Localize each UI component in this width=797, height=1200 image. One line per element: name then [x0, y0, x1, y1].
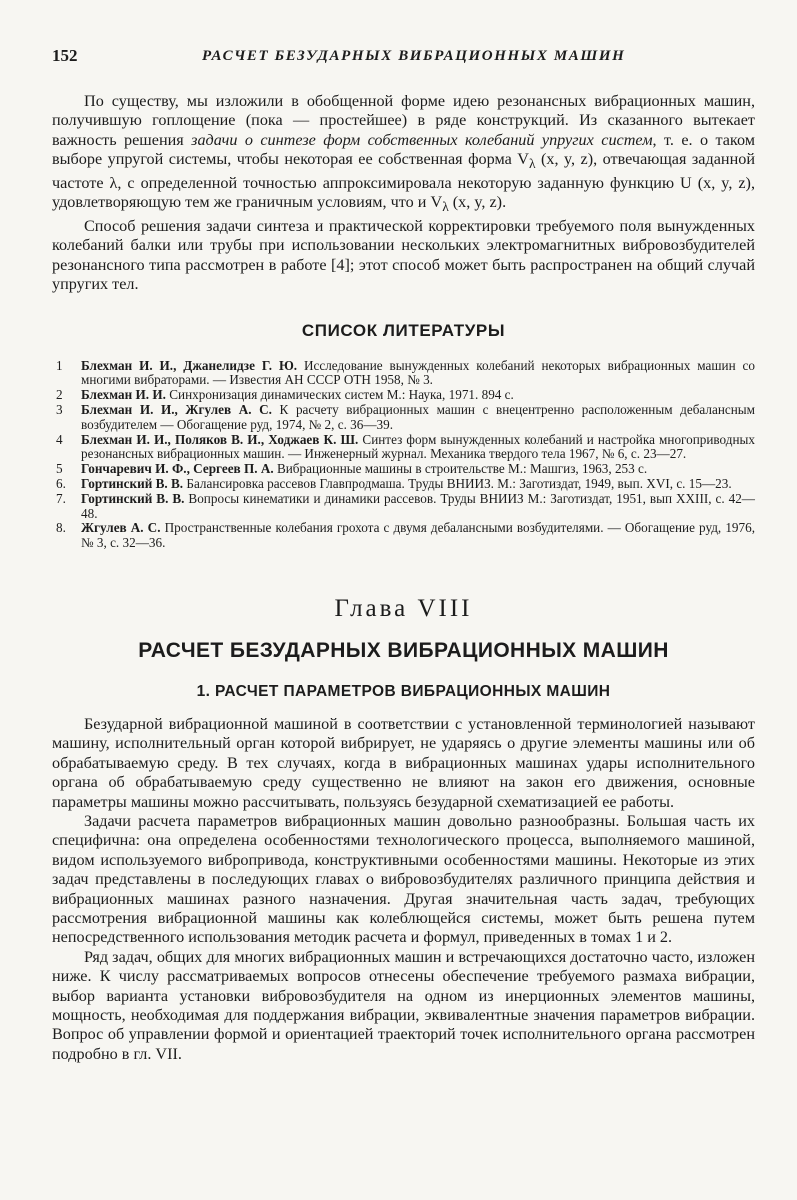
subscript-lambda-2: λ: [442, 199, 449, 215]
intro-text-a: По существу, мы изложили в обобщенной форме идею резонансных вибрационных машин, получившую гоплощение (пока — простейшее) в ряде конструкций. Из сказанного вытекает важность решения: [52, 92, 755, 149]
intro-text-c: (x, y, z), отвечающая заданной частоте λ, с определенной точностью аппроксимировала некоторую заданную функцию U (x, y, z), удовлетворяющую тем же граничным условиям, что и V: [52, 150, 755, 212]
reference-item: 4 Блехман И. И., Поляков В. И., Ходжаев К. Ш. Синтез форм вынужденных колебаний и настройка многоприводных резонансных вибрационных машин. — Инженерный журнал. Механика твердого тела 1967, № 6, с. 23—27.: [56, 431, 755, 462]
intro-emphasis: задачи о синтезе форм собственных колебаний упругих систем: [191, 130, 653, 149]
book-page: [52, 40, 755, 1064]
intro-paragraph-2: Способ решения задачи синтеза и практической корректировки требуемого поля вынужденных колебаний балки или трубы при использовании нескольких электромагнитных вибровозбудителей резонансного типа рассмотрен в работе [4]; этот способ может быть распространен на общий случай упругих тел.: [52, 216, 755, 294]
intro-text-d: (x, y, z).: [448, 193, 507, 212]
reference-item: 7. Гортинский В. В. Вопросы кинематики и динамики рассевов. Труды ВНИИЗ М.: Заготиздат, 1951, вып XXIII, с. 42—48.: [56, 490, 755, 521]
body-paragraph: Безударной вибрационной машиной в соответствии с установленной терминологией называют машину, исполнительный орган которой вибрирует, не ударяясь о другие элементы машины или об обрабатываемую среду. В тех случаях, когда в вибрационных машинах удары исполнительного органа об обрабатываемую среду существенно не влияют на закон его движения, основные параметры машины можно рассчитывать, пользуясь безударной схематизацией ее работы.: [52, 714, 755, 811]
intro-paragraph-1: [52, 92, 755, 217]
reference-list: [52, 359, 755, 551]
reference-item: 1 Блехман И. И., Джанелидзе Г. Ю. Исследование вынужденных колебаний некоторых вибрационных машин со многими вибраторами. — Известия АН СССР ОТН 1958, № 3.: [56, 357, 755, 388]
body-paragraph: Задачи расчета параметров вибрационных машин довольно разнообразны. Большая часть их специфична: она определена особенностями технологического процесса, выполняемого машиной, видом используемого вибропривода, конструктивными особенностями машины. Некоторые из этих задач представлены в последующих главах о вибровозбудителях различного принципа действия и вибрационных машинах разного назначения. Другая значительная часть задач, требующих рассмотрения вибрационной машины как колеблющейся системы, может быть решена путем непосредственного использования методик расчета и формул, приведенных в томах 1 и 2.: [52, 811, 755, 947]
references-heading: СПИСОК ЛИТЕРАТУРЫ: [301, 320, 506, 340]
subscript-lambda-1: λ: [528, 156, 536, 172]
chapter-label: Глава VIII: [334, 594, 473, 622]
page-number: 152: [52, 46, 78, 65]
chapter-title: РАСЧЕТ БЕЗУДАРНЫХ ВИБРАЦИОННЫХ МАШИН: [138, 638, 669, 662]
running-header: [52, 40, 755, 74]
body-paragraph: Ряд задач, общих для многих вибрационных машин и встречающихся достаточно часто, изложен ниже. К числу рассматриваемых вопросов отнесены обеспечение требуемого размаха вибрации, выбор варианта установки вибровозбудителя на одном из инерционных элементов машины, мощность, необходимая для поддержания вибрации, эквивалентные значения параметров вибрации. Вопрос об управлении формой и ориентацией траекторий точек исполнительного органа рассмотрен подробно в гл. VII.: [52, 947, 755, 1063]
section-title: 1. РАСЧЕТ ПАРАМЕТРОВ ВИБРАЦИОННЫХ МАШИН: [196, 682, 611, 700]
reference-item: 3 Блехман И. И., Жгулев А. С. К расчету вибрационных машин с внецентренно расположенным дебалансным возбудителем — Обогащение руд, 1974, № 2, с. 36—39.: [56, 401, 755, 432]
reference-item: 8. Жгулев А. С. Пространственные колебания грохота с двумя дебалансными возбудителями. — Обогащение руд, 1976, № 3, с. 32—36.: [56, 520, 755, 551]
reference-item: 6. Гортинский В. В. Балансировка рассевов Главпродмаша. Труды ВНИИЗ. М.: Заготиздат, 1949, вып. XVI, с. 15—23.: [56, 475, 732, 491]
running-title: РАСЧЕТ БЕЗУДАРНЫХ ВИБРАЦИОННЫХ МАШИН: [202, 48, 626, 64]
intro-text-b: , т. е. о таком выборе упругой системы, чтобы некоторая ее собственная форма V: [52, 130, 755, 169]
reference-item: 5 Гончаревич И. Ф., Сергеев П. А. Вибрационные машины в строительстве М.: Машгиз, 1963, 253 с.: [56, 461, 648, 477]
reference-item: 2 Блехман И. И. Синхронизация динамических систем М.: Наука, 1971. 894 с.: [56, 387, 514, 403]
